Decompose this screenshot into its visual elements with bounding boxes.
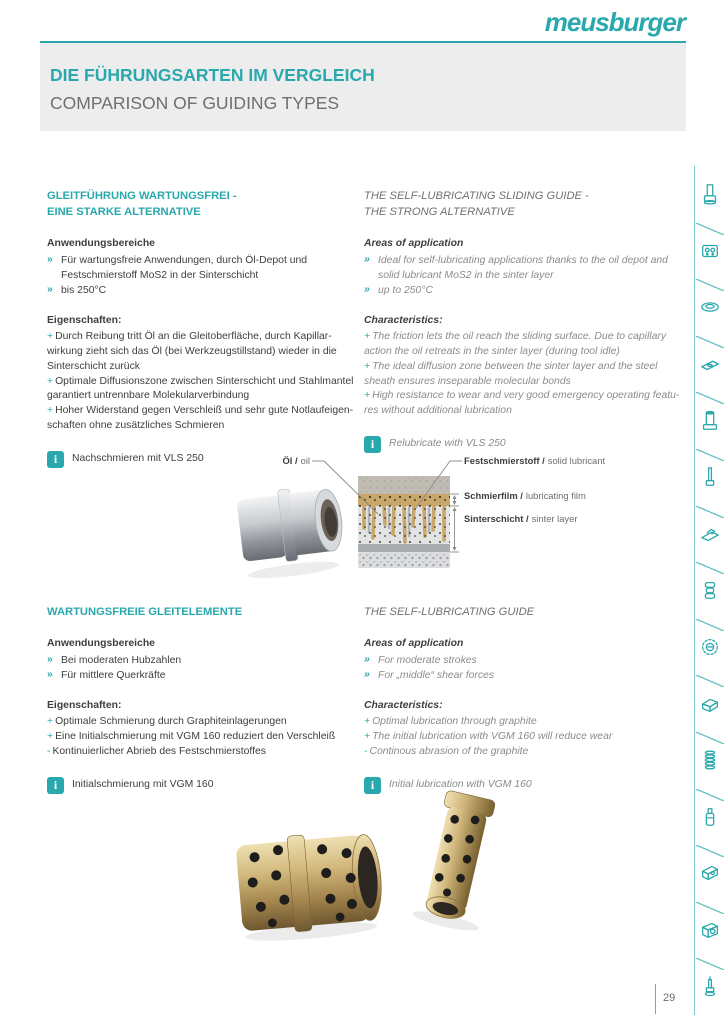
- chevron-icon: »: [364, 254, 370, 266]
- sidebar-item-lubricant-bottle[interactable]: [695, 789, 724, 846]
- area-item: » For „middle“ shear forces: [364, 668, 495, 681]
- guide-plate-icon: [699, 239, 721, 263]
- wedge-block-icon: [699, 692, 721, 716]
- characteristic-item: + Durch Reibung tritt Öl an die Gleitoberfläche, durch Kapillarwirkung zieht sich das Öl (bei Werkzeugstillstand) wieder in die Sinterschicht zurück: [47, 331, 337, 372]
- characteristics-title-de: Eigenschaften:: [47, 699, 122, 711]
- info-note: i Nachschmieren mit VLS 250: [47, 451, 361, 468]
- indexing-ring-icon: [699, 635, 721, 659]
- lubricating-film-label: Schmierfilm / lubricating film: [464, 490, 586, 501]
- chevron-icon: »: [47, 654, 53, 665]
- oil-label: Öl / oil: [282, 455, 310, 466]
- solid-lubricant-label: Festschmierstoff / solid lubricant: [464, 455, 606, 466]
- section-heading-en: THE SELF-LUBRICATING SLIDING GUIDE - THE STRONG ALTERNATIVE: [364, 190, 589, 219]
- minus-icon: -: [47, 745, 51, 757]
- areas-title-en: Areas of application: [364, 238, 464, 250]
- page-title-en: COMPARISON OF GUIDING TYPES: [50, 93, 340, 113]
- characteristics-title-en: Characteristics:: [364, 314, 443, 326]
- areas-title-de: Anwendungsbereiche: [47, 638, 155, 650]
- chevron-icon: »: [47, 283, 53, 295]
- info-note: i Relubricate with VLS 250: [364, 436, 684, 453]
- bushing-short-icon: [699, 578, 721, 602]
- chevron-icon: »: [47, 254, 53, 266]
- graphite-bushings-photo: [225, 788, 565, 968]
- spray-valve-icon: [699, 975, 721, 999]
- area-item: » bis 250°C: [47, 283, 107, 296]
- plus-icon: +: [364, 390, 371, 402]
- sidebar-item-guide-bolt[interactable]: [695, 166, 724, 223]
- chevron-icon: »: [47, 668, 53, 680]
- page-number-divider: [655, 984, 656, 1014]
- characteristic-item: - Kontinuierlicher Abrieb des Festschmierstoffes: [47, 745, 266, 757]
- sidebar-item-slide-plate[interactable]: [695, 506, 724, 563]
- page-title-de: DIE FÜHRUNGSARTEN IM VERGLEICH: [50, 65, 375, 85]
- area-item: » up to 250°C: [364, 283, 433, 296]
- characteristics-title-en: Characteristics:: [364, 699, 443, 711]
- sidebar-item-wedge-block[interactable]: [695, 675, 724, 732]
- section-heading-de: WARTUNGSFREIE GLEITELEMENTE: [47, 606, 243, 618]
- areas-title-en: Areas of application: [364, 638, 464, 650]
- area-item: » Ideal for self-lubricating applications thanks to the oil depot and solid lubricant MoS2 in the sinter layer: [364, 254, 668, 281]
- plus-icon: +: [47, 716, 54, 728]
- meusburger-logo: meusburger: [544, 7, 685, 37]
- guide-bolt-icon: [699, 182, 721, 206]
- section2-english-column: [364, 604, 684, 794]
- page-number: 29: [663, 992, 676, 1004]
- characteristic-item: + The ideal diffusion zone between the sinter layer and the steel sheath ensures inseparable molecular bonds: [364, 360, 658, 387]
- sidebar-item-guide-pillar[interactable]: [695, 449, 724, 506]
- guide-pillar-icon: [699, 465, 721, 489]
- plus-icon: +: [47, 405, 54, 417]
- sidebar-item-bushing-short[interactable]: [695, 562, 724, 619]
- plus-icon: +: [364, 716, 371, 728]
- section2-german-column: [47, 604, 361, 794]
- minus-icon: -: [364, 745, 368, 757]
- locating-ring-icon: [699, 295, 721, 319]
- sidebar-item-locating-ring[interactable]: [695, 279, 724, 336]
- plus-icon: +: [47, 375, 54, 387]
- sidebar-item-guide-bushing[interactable]: [695, 392, 724, 449]
- block-with-bore-icon: [699, 918, 721, 942]
- characteristic-item: + High resistance to wear and very good emergency operating features without additional lubrication: [364, 390, 680, 417]
- plus-icon: +: [364, 331, 371, 343]
- characteristic-item: + The initial lubrication with VGM 160 will reduce wear: [364, 731, 613, 743]
- category-sidebar: [694, 166, 724, 1015]
- characteristic-item: + Eine Initialschmierung mit VGM 160 reduziert den Verschleiß: [47, 731, 336, 743]
- sidebar-item-guide-unit[interactable]: [695, 845, 724, 902]
- guide-unit-icon: [699, 861, 721, 885]
- characteristic-item: - Continous abrasion of the graphite: [364, 745, 529, 757]
- info-note: i Initial lubrication with VGM 160: [364, 777, 684, 794]
- area-item: » For moderate strokes: [364, 654, 477, 666]
- chevron-icon: »: [364, 654, 370, 665]
- plus-icon: +: [47, 331, 54, 343]
- sidebar-item-wear-plate[interactable]: [695, 336, 724, 393]
- section-heading-de: GLEITFÜHRUNG WARTUNGSFREI - EINE STARKE ALTERNATIVE: [47, 190, 237, 219]
- plus-icon: +: [364, 731, 371, 743]
- area-item: » Für wartungsfreie Anwendungen, durch Öl-Depot und Festschmierstoff MoS2 in der Sinterschicht: [47, 254, 308, 281]
- characteristic-item: + The friction lets the oil reach the sliding surface. Due to capillary action the oil retreats in the sinter layer (during tool idle): [364, 331, 667, 358]
- slide-plate-icon: [699, 522, 721, 546]
- sinter-layer-diagram: [228, 452, 688, 597]
- sidebar-item-spring[interactable]: [695, 732, 724, 789]
- info-icon: i: [47, 451, 64, 468]
- info-icon: i: [364, 777, 381, 794]
- areas-title-de: Anwendungsbereiche: [47, 238, 155, 250]
- cross-section-image: [358, 476, 450, 568]
- plus-icon: +: [47, 731, 54, 743]
- chevron-icon: »: [364, 283, 370, 295]
- characteristics-title-de: Eigenschaften:: [47, 314, 122, 326]
- chevron-icon: »: [364, 668, 370, 680]
- sidebar-item-block-with-bore[interactable]: [695, 902, 724, 959]
- area-item: » Für mittlere Querkräfte: [47, 668, 166, 681]
- info-note: i Initialschmierung mit VGM 160: [47, 777, 361, 794]
- sinter-layer-label: Sinterschicht / sinter layer: [464, 513, 578, 524]
- lubricant-bottle-icon: [699, 805, 721, 829]
- characteristic-item: + Optimal lubrication through graphite: [364, 716, 537, 728]
- wear-plate-icon: [699, 352, 721, 376]
- characteristic-item: + Optimale Diffusionszone zwischen Sinterschicht und Stahlmantel garantiert untrennbare Molekularverbindung: [47, 375, 354, 402]
- info-icon: i: [364, 436, 381, 453]
- sidebar-item-spray-valve[interactable]: [695, 958, 724, 1015]
- sidebar-item-indexing-ring[interactable]: [695, 619, 724, 676]
- plus-icon: +: [364, 360, 371, 372]
- section-heading-en: THE SELF-LUBRICATING GUIDE: [364, 606, 535, 618]
- page-title-banner: [40, 43, 686, 131]
- steel-bushing-photo: [236, 483, 348, 582]
- info-icon: i: [47, 777, 64, 794]
- characteristic-item: + Hoher Widerstand gegen Verschleiß und sehr gute Notlaufeigenschaften ohne zusätzliches Schmieren: [47, 405, 354, 431]
- spring-icon: [699, 748, 721, 772]
- characteristic-item: + Optimale Schmierung durch Graphiteinlagerungen: [47, 716, 287, 728]
- area-item: » Bei moderaten Hubzahlen: [47, 654, 182, 666]
- section1-german-column: [47, 188, 361, 468]
- section1-english-column: [364, 188, 684, 453]
- guide-bushing-icon: [699, 409, 721, 433]
- sidebar-item-guide-plate[interactable]: [695, 223, 724, 280]
